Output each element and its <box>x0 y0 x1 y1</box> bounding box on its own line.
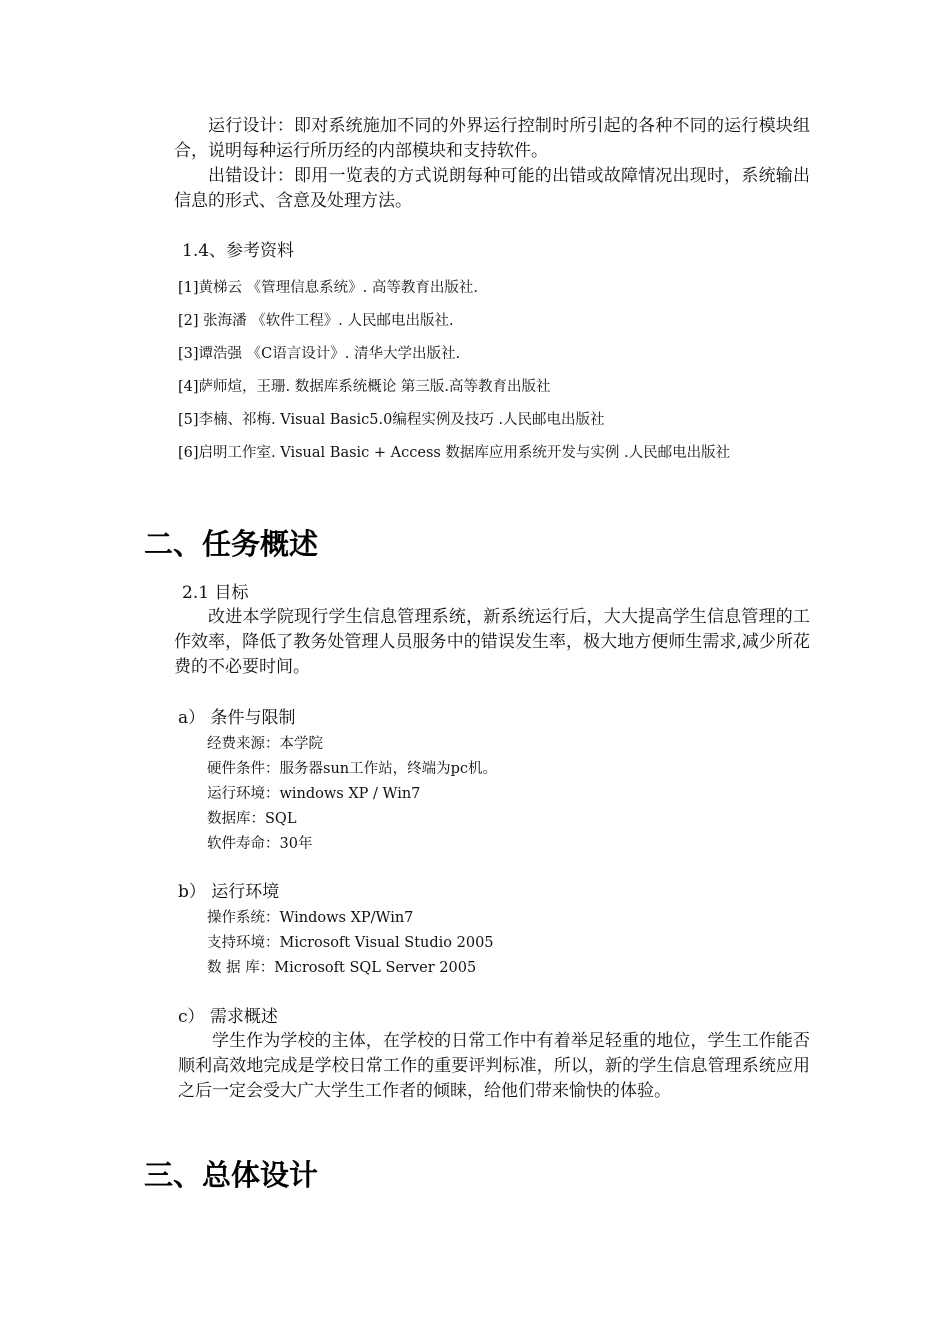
conditions-line-database: 数据库：SQL <box>207 811 297 827</box>
reference-item-2: [2] 张海潘 《软件工程》. 人民邮电出版社. <box>178 313 454 329</box>
section-3-title: 三、总体设计 <box>144 1158 319 1192</box>
environment-label: b） 运行环境 <box>178 882 280 902</box>
environment-line-support: 支持环境：Microsoft Visual Studio 2005 <box>207 935 494 951</box>
reference-item-4: [4]萨师煊，王珊. 数据库系统概论 第三版.高等教育出版社 <box>178 379 551 395</box>
references-heading: 1.4、参考资料 <box>182 241 295 261</box>
requirements-paragraph: 学生作为学校的主体，在学校的日常工作中有着举足轻重的地位，学生工作能否顺利高效地完成是学校日常工作的重要评判标准，所以，新的学生信息管理系统应用之后一定会受大广大学生工作者的倾睐，给他们带来愉快的体验。 <box>178 1031 810 1101</box>
reference-item-1: [1]黄梯云 《管理信息系统》. 高等教育出版社. <box>178 280 478 296</box>
conditions-line-environment: 运行环境：windows XP / Win7 <box>207 786 421 802</box>
environment-line-database: 数 据 库：Microsoft SQL Server 2005 <box>207 960 477 976</box>
section-2-title: 二、任务概述 <box>144 527 319 561</box>
conditions-label: a） 条件与限制 <box>178 708 296 728</box>
reference-item-5: [5]李楠、祁梅. Visual Basic5.0编程实例及技巧 .人民邮电出版社 <box>178 412 605 428</box>
error-design-paragraph: 出错设计：即用一览表的方式说朗每种可能的出错或故障情况出现时，系统输出信息的形式、含意及处理方法。 <box>174 166 810 211</box>
environment-line-os: 操作系统：Windows XP/Win7 <box>207 910 414 926</box>
goal-heading: 2.1 目标 <box>182 583 249 603</box>
goal-paragraph: 改进本学院现行学生信息管理系统，新系统运行后，大大提高学生信息管理的工作效率，降低了教务处管理人员服务中的错误发生率，极大地方便师生需求,减少所花费的不必要时间。 <box>174 607 810 677</box>
requirements-label: c） 需求概述 <box>178 1007 278 1027</box>
run-design-paragraph: 运行设计：即对系统施加不同的外界运行控制时所引起的各种不同的运行模块组合，说明每种运行所历经的内部模块和支持软件。 <box>174 116 810 161</box>
reference-item-6: [6]启明工作室. Visual Basic + Access 数据库应用系统开发与实例 .人民邮电出版社 <box>178 445 731 461</box>
conditions-line-funding: 经费来源：本学院 <box>207 736 323 752</box>
conditions-line-lifetime: 软件寿命：30年 <box>207 836 313 852</box>
reference-item-3: [3]谭浩强 《C语言设计》. 清华大学出版社. <box>178 346 461 362</box>
conditions-line-hardware: 硬件条件：服务器sun工作站，终端为pc机。 <box>207 761 498 777</box>
